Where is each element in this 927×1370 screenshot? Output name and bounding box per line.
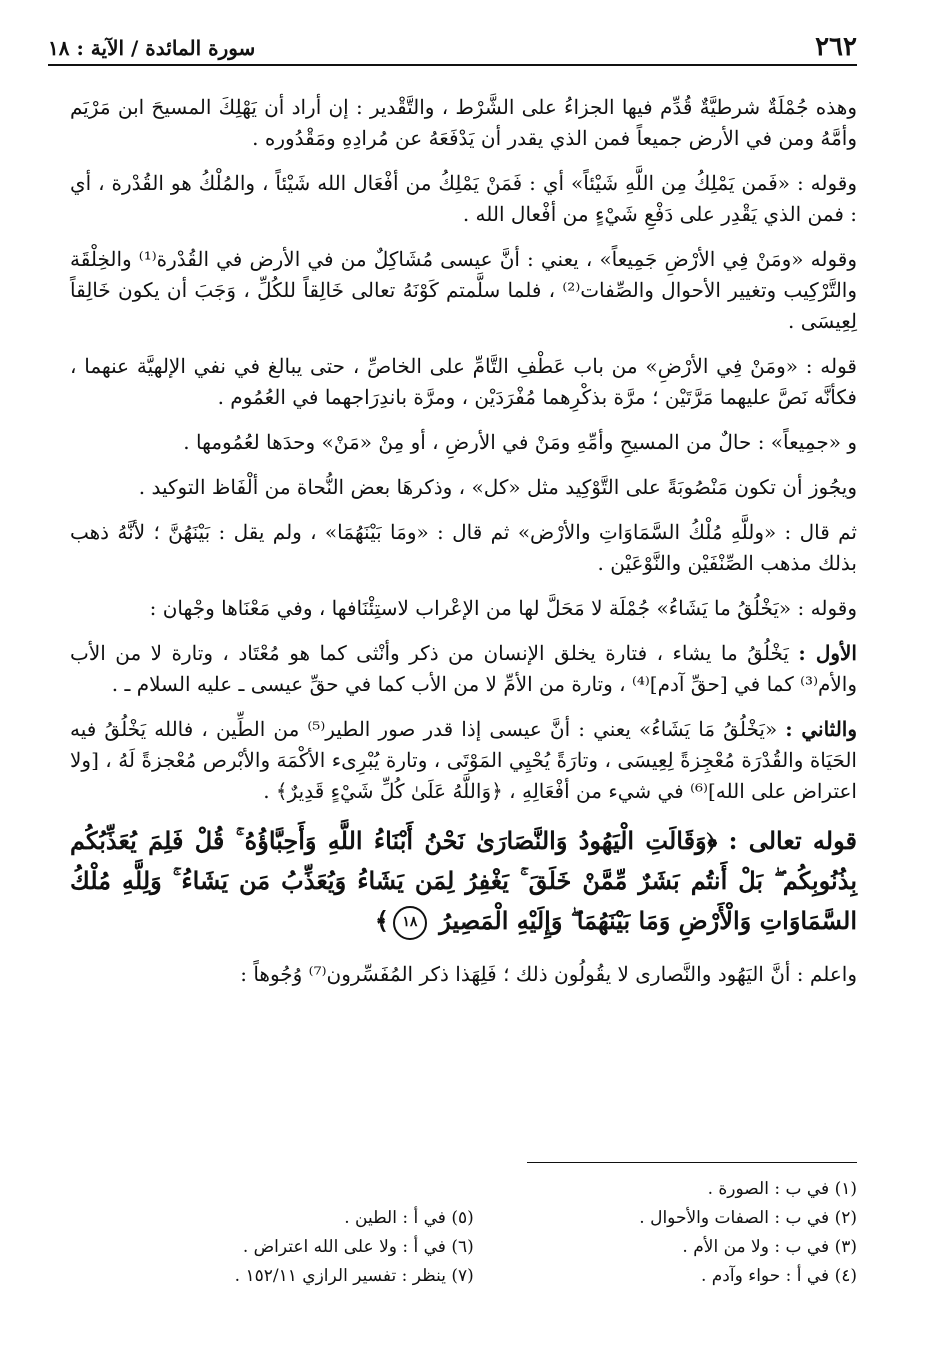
quran-verse: ﴿وَقَالَتِ الْيَهُودُ وَالنَّصَارَىٰ نَحْنُ أَبْنَاءُ اللَّهِ وَأَحِبَّاؤُهُ ۚ قُلْ فَلِمَ يُعَذِّبُكُم بِذُنُوبِكُم ۖ بَلْ أَنتُم بَشَرٌ مِّمَّنْ خَلَقَ ۚ يَغْفِرُ لِمَن يَشَاءُ وَيُعَذِّبُ مَن يَشَاءُ ۚ وَلِلَّهِ مُلْكُ السَّمَاوَاتِ وَالْأَرْضِ وَمَا بَيْنَهُمَا ۖ وَإِلَيْهِ الْمَصِيرُ	[70, 826, 857, 935]
quran-verse-block	[70, 821, 857, 941]
closing-paragraph: واعلم : أنَّ اليَهُود والنَّصارى لا يقُولُون ذلك ؛ فَلِهَذا ذكر المُفَسِّرون⁽⁷⁾ وُجُوهاً :	[240, 962, 857, 986]
first-aspect-text: يَخْلُقُ ما يشاء ، فتارة يخلق الإنسان من ذكر وأنْثى كما هو مُعْتَاد ، وتارة لا من الأب والأم⁽³⁾ كما في [حقِّ آدم]⁽⁴⁾ ، وتارة من الأمِّ لا من الأب كما في حقِّ عيسى ـ عليه السلام ـ .	[70, 641, 857, 696]
surah-title: سورة المائدة / الآية : ١٨	[48, 36, 256, 60]
footnote-5: (٥) في أ : الطين .	[344, 1208, 474, 1228]
paragraph-7: ثم قال : «وللَّهِ مُلْكُ السَّمَاوَاتِ والأرْض» ثم قال : «ومَا بَيْنَهُمَا» ، ولم يقل : بَيْنَهُنَّ ؛ لأنَّهُ ذهب بذلك مذهب الصِّنْفَيْن والنَّوْعَيْن .	[70, 520, 857, 575]
second-aspect	[70, 714, 857, 807]
footnotes-right-column	[503, 1175, 857, 1291]
quran-close-bracket: ﴾	[374, 906, 389, 935]
paragraph-6: ويجُوز أن تكون مَنْصُوبَةً على التَّوْكِيد مثل «كل» ، وذكرهَا بعض النُّحاة من ألْفَاظ التوكيد .	[138, 475, 857, 499]
paragraph-2: وقوله : «فَمن يَمْلِكُ مِن اللَّهِ شَيْئاً» أي : فَمَنْ يَمْلِكُ من أفْعَال الله شَيْئاً ، والمُلْكُ هو القُدْرة ، أي : فمن الذي يَقْدِر على دَفْعِ شَيْءٍ من أفْعال الله .	[70, 171, 857, 226]
footnote-6: (٦) في أ : ولا على الله اعتراض .	[242, 1237, 474, 1257]
footnote-3: (٣) في ب : ولا من الأم .	[682, 1237, 857, 1257]
ayah-number-marker: ١٨	[393, 906, 427, 940]
paragraph-5: و «جمِيعاً» : حالٌ من المسيحِ وأمِّهِ ومَنْ في الأرضِ ، أو مِنْ «مَنْ» وحدَها لعُمُومها .	[183, 430, 857, 454]
main-text	[70, 92, 857, 1004]
footnotes-left-column	[120, 1175, 474, 1291]
footnote-spacer	[120, 1175, 474, 1204]
paragraph-1: وهذه جُمْلَةٌ شرطيَّةٌ قُدِّم فيها الجزاءُ على الشَّرْط ، والتَّقْدير : إن أراد أن يَهْلِكَ المسيحَ ابن مَرْيَم وأمَّهُ ومن في الأرض جميعاً فمن الذي يقدر أن يَدْفَعَهُ عن مُرادِهِ ومَقْدُوره .	[70, 95, 857, 150]
second-aspect-lead: والثاني :	[785, 717, 858, 741]
footnote-1: (١) في ب : الصورة .	[707, 1179, 857, 1199]
first-aspect-lead: الأول :	[798, 641, 857, 665]
footnote-4: (٤) في أ : حواء وآدم .	[700, 1266, 857, 1286]
footnote-2: (٢) في ب : الصفات والأحوال .	[639, 1208, 857, 1228]
footnote-7: (٧) ينظر : تفسير الرازي ١٥٢/١١ .	[234, 1266, 474, 1286]
paragraph-8: وقوله : «يَخْلُقُ ما يَشَاءُ» جُمْلَة لا مَحَلَّ لها من الإعْراب لاستِئْنَافها ، وفي مَعْنَاها وجْهان :	[149, 596, 857, 620]
second-aspect-text: «يَخْلُقُ مَا يَشَاءُ» يعني : أنَّ عيسى إذا قدر صور الطير⁽⁵⁾ من الطِّين ، فالله يَخْلُقُ فيه الحَيَاة والقُدْرَة مُعْجِزةً لِعِيسَى ، وتارَةً يُحْيِي المَوْتَى ، وتارة يُبْرِىء الأكْمَهَ والأبْرص مُعْجزةً لَهُ ، [ولا اعتراض على الله]⁽⁶⁾ في شيء من أفْعَالِهِ ، ﴿وَاللَّهُ عَلَىٰ كُلِّ شَيْءٍ قَدِيرٌ﴾ .	[70, 717, 857, 803]
first-aspect	[70, 638, 857, 700]
footnotes	[120, 1175, 857, 1291]
paragraph-3: وقوله «ومَنْ فِي الأرْضِ جَمِيعاً» ، يعني : أنَّ عيسى مُشَاكِلٌ من في الأرض في القُدْرة⁽¹⁾ والخِلْقَة والتَّرْكِيب وتغيير الأحوال والصِّفات⁽²⁾ ، فلما سلَّمتم كَوْنَهُ تعالى خَالِقاً للكُلِّ ، وَجَبَ أن يكون خَالِقاً لِعِيسَى .	[70, 247, 857, 333]
page-header	[48, 28, 857, 66]
paragraph-4: قوله : «ومَنْ فِي الأرْضِ» من باب عَطْفِ التَّامِّ على الخاصِّ ، حتى يبالغ في نفي الإلهيَّة عنهما ، فكأنَّه نَصَّ عليهما مَرَّتَيْن ؛ مرَّة بذكْرِهما مُفْرَدَيْن ، ومرَّة باندِرَاجهما في العُمُوم .	[70, 354, 857, 409]
page-number: ٢٦٢	[815, 32, 857, 62]
footnote-divider	[527, 1162, 857, 1163]
quran-intro: قوله تعالى :	[717, 826, 857, 855]
